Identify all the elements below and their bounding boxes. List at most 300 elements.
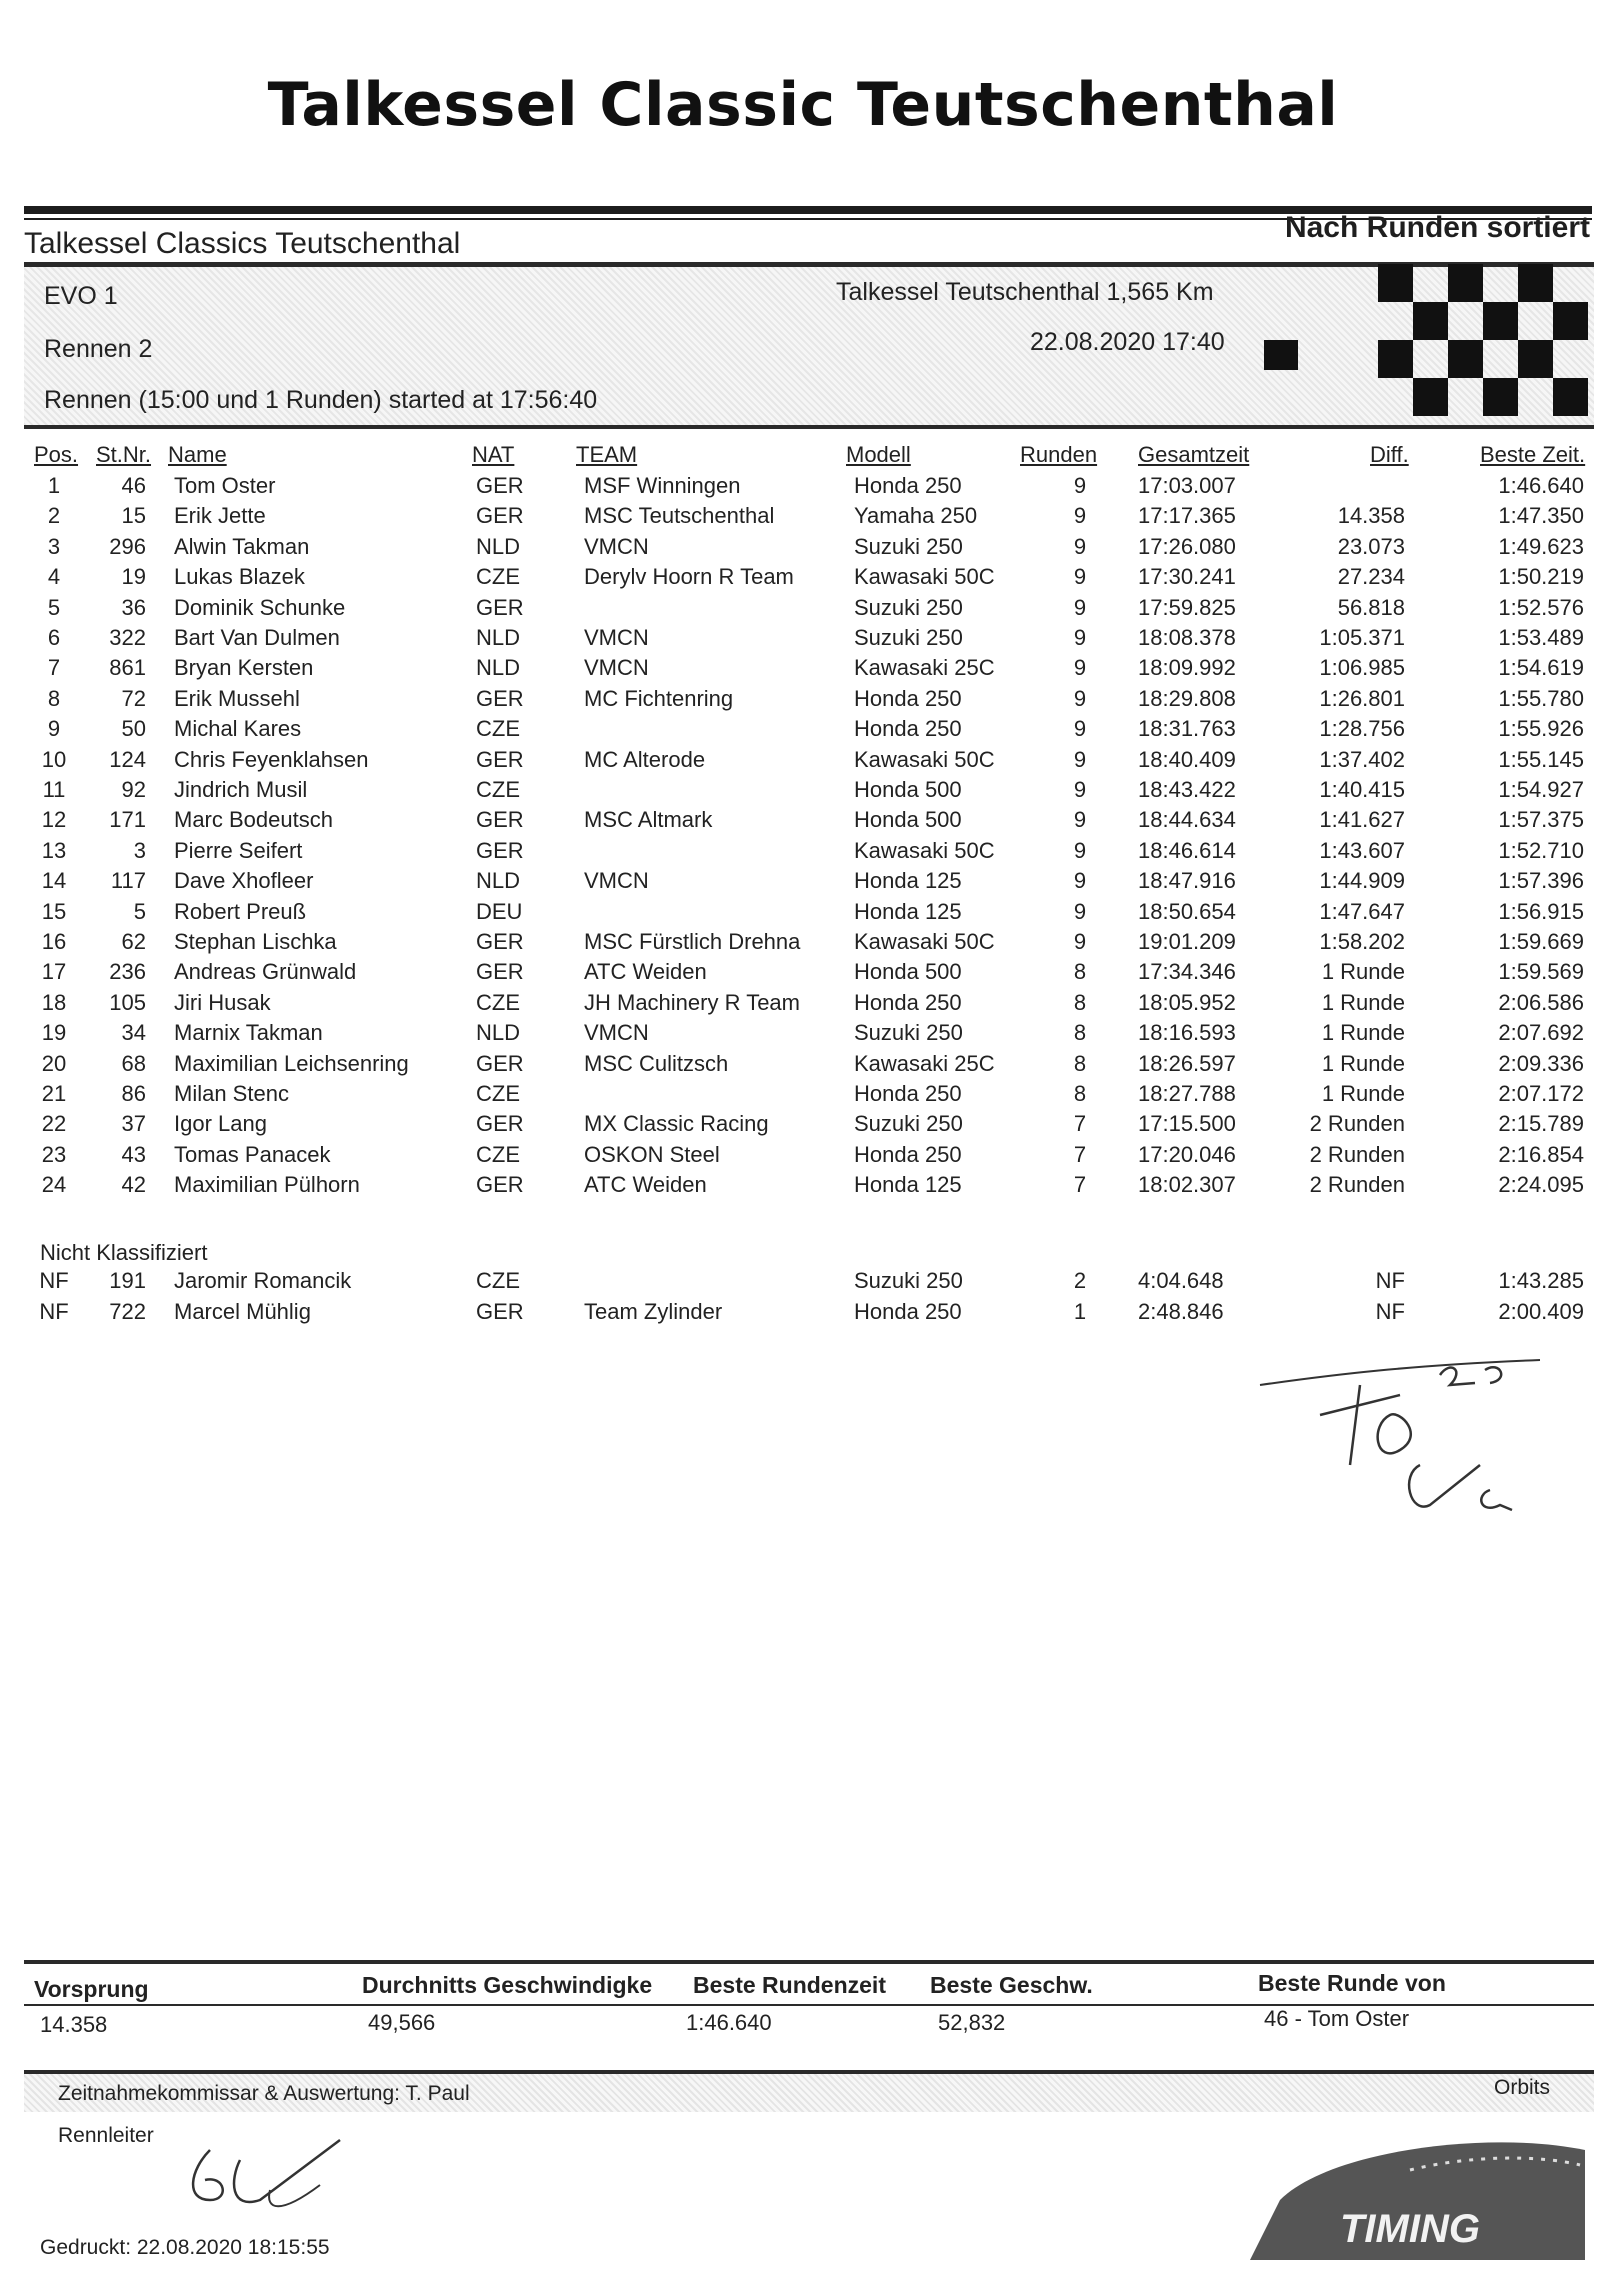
laps-cell: 7 (1073, 1141, 1087, 1167)
best-lap-cell: 2:07.692 (1498, 1020, 1584, 1046)
page-title: Talkessel Classic Teutschenthal (267, 70, 1339, 140)
rider-name-cell: Jindrich Musil (174, 777, 308, 802)
col-team-header: TEAM (576, 442, 638, 467)
total-time-cell: 17:26.080 (1138, 533, 1236, 559)
start-number-cell: 117 (110, 868, 146, 894)
total-time-cell: 18:43.422 (1138, 777, 1236, 802)
team-cell: MSC Altmark (584, 807, 713, 833)
start-number-cell: 861 (109, 655, 146, 681)
pos-cell: 12 (41, 807, 67, 833)
team-cell: VMCN (584, 1020, 649, 1046)
table-row (0, 1051, 1606, 1081)
start-number-cell: 86 (121, 1081, 146, 1106)
team-cell: VMCN (584, 533, 649, 559)
track-info: Talkessel Teutschenthal 1,565 Km (836, 278, 1214, 306)
table-row (0, 929, 1606, 959)
total-time-cell: 18:31.763 (1138, 716, 1236, 742)
laps-cell: 8 (1073, 1081, 1087, 1106)
pos-cell: 5 (47, 594, 61, 620)
laps-cell: 8 (1073, 1020, 1087, 1046)
race-class: EVO 1 (44, 282, 118, 310)
team-cell: MSC Culitzsch (584, 1050, 729, 1076)
gap-cell: 14.358 (1337, 503, 1405, 529)
total-time-cell: 17:34.346 (1138, 959, 1236, 985)
total-time-cell: 18:16.593 (1138, 1020, 1236, 1046)
rider-name-cell: Lukas Blazek (174, 564, 305, 590)
gap-cell: 1:28.756 (1319, 716, 1405, 742)
table-row (0, 1020, 1606, 1050)
laps-cell: 8 (1073, 959, 1087, 985)
nationality-cell: GER (476, 473, 524, 498)
nationality-cell: NLD (476, 655, 521, 681)
laps-cell: 9 (1073, 716, 1087, 742)
best-lap-cell: 1:55.780 (1498, 685, 1584, 711)
bike-model-cell: Honda 250 (854, 1081, 962, 1106)
gap-cell: 56.818 (1337, 594, 1405, 620)
not-classified-title: Nicht Klassifiziert (40, 1240, 208, 1265)
bike-model-cell: Honda 500 (854, 959, 962, 985)
team-cell: MSF Winningen (584, 473, 741, 498)
table-row (0, 655, 1606, 685)
best-lap-cell: 1:53.489 (1498, 625, 1584, 650)
gap-cell: 2 Runden (1309, 1172, 1405, 1198)
bike-model-cell: Honda 250 (854, 1298, 962, 1324)
laps-cell: 9 (1073, 807, 1087, 833)
nationality-cell: GER (476, 1172, 524, 1198)
nationality-cell: GER (476, 746, 524, 772)
rider-name-cell: Stephan Lischka (174, 929, 337, 954)
bike-model-cell: Yamaha 250 (854, 503, 978, 529)
laps-cell: 8 (1073, 989, 1087, 1015)
best-lap-cell: 1:59.669 (1498, 929, 1584, 954)
gap-cell: 1 Runde (1321, 1050, 1405, 1076)
col-laps-header: Runden (1020, 442, 1098, 467)
rider-name-cell: Alwin Takman (174, 533, 310, 559)
gap-cell: 1:37.402 (1319, 746, 1405, 772)
rider-name-cell: Michal Kares (174, 716, 302, 742)
start-number-cell: 105 (109, 989, 146, 1015)
laps-cell: 7 (1073, 1111, 1087, 1137)
team-cell: ATC Weiden (584, 1172, 707, 1198)
gap-cell: 23.073 (1337, 533, 1405, 559)
race-director-label: Rennleiter (58, 2124, 154, 2147)
rider-name-cell: Dominik Schunke (174, 594, 346, 620)
pos-cell: 15 (41, 898, 67, 924)
table-row (0, 473, 1606, 503)
total-time-cell: 18:46.614 (1138, 837, 1236, 863)
gap-cell: 1 Runde (1321, 1081, 1405, 1106)
nationality-cell: GER (476, 929, 524, 954)
pos-cell: NF (39, 1298, 69, 1324)
team-cell: JH Machinery R Team (584, 989, 800, 1015)
start-number-cell: 92 (121, 777, 146, 802)
gap-cell: 1:44.909 (1319, 868, 1405, 894)
best-lap-cell: 1:57.396 (1498, 868, 1584, 894)
bike-model-cell: Suzuki 250 (854, 1111, 963, 1137)
total-time-cell: 17:17.365 (1138, 503, 1236, 529)
total-time-cell: 18:40.409 (1138, 746, 1236, 772)
start-number-cell: 36 (121, 594, 146, 620)
official-credit: Zeitnahmekommissar & Auswertung: T. Paul (58, 2082, 470, 2105)
best-lap-by-label: Beste Runde von (1258, 1970, 1446, 1996)
laps-cell: 9 (1073, 746, 1087, 772)
total-time-cell: 18:27.788 (1138, 1081, 1236, 1106)
rider-name-cell: Maximilian Pülhorn (174, 1172, 360, 1198)
bike-model-cell: Suzuki 250 (854, 1268, 963, 1293)
nationality-cell: GER (476, 1111, 524, 1137)
best-lap-cell: 1:50.219 (1498, 564, 1584, 590)
rider-name-cell: Pierre Seifert (174, 837, 303, 863)
team-cell: VMCN (584, 868, 649, 894)
nationality-cell: CZE (476, 716, 520, 742)
best-lap-cell: 2:00.409 (1498, 1298, 1584, 1324)
nationality-cell: CZE (476, 777, 520, 802)
rider-name-cell: Marnix Takman (174, 1020, 323, 1046)
team-cell: ATC Weiden (584, 959, 707, 985)
pos-cell: 18 (41, 989, 67, 1015)
nationality-cell: GER (476, 503, 524, 529)
rider-name-cell: Milan Stenc (174, 1081, 289, 1106)
rider-name-cell: Marcel Mühlig (174, 1298, 311, 1324)
total-time-cell: 17:30.241 (1138, 564, 1236, 590)
table-row (0, 595, 1606, 625)
total-time-cell: 18:29.808 (1138, 685, 1236, 711)
laps-cell: 9 (1073, 655, 1087, 681)
start-number-cell: 296 (109, 533, 146, 559)
col-diff-header: Diff. (1370, 442, 1409, 467)
start-number-cell: 19 (121, 564, 146, 590)
laps-cell: 9 (1073, 473, 1087, 498)
bike-model-cell: Honda 125 (854, 1172, 962, 1198)
pos-cell: 3 (47, 533, 61, 559)
nationality-cell: GER (476, 594, 524, 620)
bike-model-cell: Kawasaki 50C (854, 837, 995, 863)
best-lap-cell: 2:09.336 (1498, 1050, 1584, 1076)
nationality-cell: CZE (476, 1081, 520, 1106)
table-row (0, 1268, 1606, 1298)
gap-cell: 1:40.415 (1319, 777, 1405, 802)
team-cell: Derylv Hoorn R Team (584, 564, 794, 590)
bike-model-cell: Kawasaki 50C (854, 746, 995, 772)
total-time-cell: 18:05.952 (1138, 989, 1236, 1015)
table-row (0, 747, 1606, 777)
table-row (0, 1299, 1606, 1329)
gap-cell: 2 Runden (1309, 1111, 1405, 1137)
start-number-cell: 171 (109, 807, 146, 833)
rider-name-cell: Tomas Panacek (174, 1141, 331, 1167)
nationality-cell: GER (476, 1298, 524, 1324)
pos-cell: 20 (41, 1050, 67, 1076)
bike-model-cell: Kawasaki 50C (854, 929, 995, 954)
nationality-cell: GER (476, 837, 524, 863)
table-row (0, 899, 1606, 929)
race-name: Rennen 2 (44, 335, 153, 363)
total-time-cell: 19:01.209 (1138, 929, 1236, 954)
table-row (0, 503, 1606, 533)
nationality-cell: NLD (476, 1020, 521, 1046)
bike-model-cell: Honda 500 (854, 777, 962, 802)
table-row (0, 777, 1606, 807)
pos-cell: 22 (41, 1111, 67, 1137)
total-time-cell: 18:02.307 (1138, 1172, 1236, 1198)
table-row (0, 959, 1606, 989)
rider-name-cell: Erik Mussehl (174, 685, 300, 711)
rider-name-cell: Tom Oster (174, 473, 276, 498)
best-lap-cell: 1:52.576 (1498, 594, 1584, 620)
team-cell: MC Alterode (584, 746, 706, 772)
total-time-cell: 4:04.648 (1138, 1268, 1224, 1293)
bike-model-cell: Honda 125 (854, 898, 962, 924)
rider-name-cell: Bart Van Dulmen (174, 625, 340, 650)
nationality-cell: CZE (476, 1141, 520, 1167)
laps-cell: 2 (1073, 1268, 1087, 1293)
start-number-cell: 3 (133, 837, 146, 863)
rider-name-cell: Jaromir Romancik (174, 1268, 352, 1293)
col-model-header: Modell (846, 442, 911, 467)
start-number-cell: 322 (109, 625, 146, 650)
best-lap-cell: 2:06.586 (1498, 989, 1584, 1015)
rider-name-cell: Bryan Kersten (174, 655, 314, 681)
start-number-cell: 124 (109, 746, 146, 772)
total-time-cell: 18:50.654 (1138, 898, 1236, 924)
pos-cell: 11 (42, 777, 66, 802)
laps-cell: 9 (1073, 594, 1087, 620)
best-lap-cell: 1:55.926 (1498, 716, 1584, 742)
laps-cell: 9 (1073, 837, 1087, 863)
col-total-header: Gesamtzeit (1138, 442, 1250, 467)
best-speed-value: 52,832 (938, 2010, 1006, 2035)
nationality-cell: CZE (476, 989, 520, 1015)
rider-name-cell: Maximilian Leichsenring (174, 1050, 409, 1076)
logo-text: TIMING (1340, 2207, 1480, 2251)
team-cell: MC Fichtenring (584, 685, 734, 711)
bike-model-cell: Honda 250 (854, 1141, 962, 1167)
col-best-header: Beste Zeit. (1480, 442, 1586, 467)
rider-name-cell: Erik Jette (174, 503, 266, 529)
start-number-cell: 50 (121, 716, 146, 742)
best-lap-cell: 1:55.145 (1498, 746, 1584, 772)
total-time-cell: 18:26.597 (1138, 1050, 1236, 1076)
best-lap-cell: 1:57.375 (1498, 807, 1584, 833)
gap-cell: 1:47.647 (1319, 898, 1405, 924)
event-subtitle: Talkessel Classics Teutschenthal (24, 227, 461, 260)
start-number-cell: 236 (109, 959, 146, 985)
nationality-cell: NLD (476, 868, 521, 894)
gap-cell: 1:05.371 (1319, 625, 1405, 650)
best-lap-cell: 2:24.095 (1498, 1172, 1584, 1198)
bike-model-cell: Honda 250 (854, 473, 962, 498)
laps-cell: 9 (1073, 625, 1087, 650)
bike-model-cell: Suzuki 250 (854, 1020, 963, 1046)
start-number-cell: 37 (121, 1111, 146, 1137)
col-name-header: Name (168, 442, 227, 467)
rider-name-cell: Chris Feyenklahsen (174, 746, 369, 772)
team-cell: MSC Teutschenthal (584, 503, 775, 529)
bike-model-cell: Kawasaki 50C (854, 564, 995, 590)
flag-square (1264, 340, 1298, 370)
table-row (0, 807, 1606, 837)
best-lap-cell: 1:59.569 (1498, 959, 1584, 985)
laps-cell: 1 (1073, 1298, 1087, 1324)
summary-rule-top (24, 1960, 1594, 1964)
bike-model-cell: Suzuki 250 (854, 533, 963, 559)
col-nat-header: NAT (472, 442, 515, 467)
header-divider (24, 426, 1594, 429)
total-time-cell: 18:47.916 (1138, 868, 1236, 894)
total-time-cell: 17:20.046 (1138, 1141, 1236, 1167)
pos-cell: 10 (41, 746, 67, 772)
printed-timestamp: Gedruckt: 22.08.2020 18:15:55 (40, 2236, 330, 2259)
table-row (0, 564, 1606, 594)
best-lap-cell: 1:49.623 (1498, 533, 1584, 559)
table-row (0, 716, 1606, 746)
start-number-cell: 722 (109, 1298, 146, 1324)
nationality-cell: DEU (476, 898, 523, 924)
total-time-cell: 18:08.378 (1138, 625, 1236, 650)
handwritten-note (1250, 1355, 1550, 1535)
gap-cell: 2 Runden (1309, 1141, 1405, 1167)
rider-name-cell: Andreas Grünwald (174, 959, 357, 985)
start-number-cell: 62 (121, 929, 146, 954)
table-row (0, 868, 1606, 898)
best-lap-cell: 1:54.927 (1498, 777, 1584, 802)
laps-cell: 9 (1073, 777, 1087, 802)
laps-cell: 9 (1073, 929, 1087, 954)
gap-cell: 1 Runde (1321, 1020, 1405, 1046)
pos-cell: 21 (41, 1081, 67, 1106)
laps-cell: 9 (1073, 868, 1087, 894)
start-number-cell: 46 (121, 473, 146, 498)
best-lap-cell: 2:07.172 (1498, 1081, 1584, 1106)
laps-cell: 9 (1073, 503, 1087, 529)
laps-cell: 9 (1073, 685, 1087, 711)
best-lap-by-value: 46 - Tom Oster (1264, 2006, 1410, 2031)
start-number-cell: 191 (109, 1268, 146, 1293)
avg-speed-label: Durchnitts Geschwindigke (362, 1972, 653, 1998)
nationality-cell: NLD (476, 533, 521, 559)
total-time-cell: 18:44.634 (1138, 807, 1236, 833)
bike-model-cell: Honda 250 (854, 716, 962, 742)
pos-cell: 24 (41, 1172, 67, 1198)
team-cell: MX Classic Racing (584, 1111, 769, 1137)
pos-cell: 17 (41, 959, 67, 985)
table-row (0, 686, 1606, 716)
race-datetime: 22.08.2020 17:40 (1030, 328, 1225, 356)
col-pos-header: Pos. (34, 442, 79, 467)
table-row (0, 534, 1606, 564)
gap-cell: 1 Runde (1321, 989, 1405, 1015)
checkered-flag-icon (1378, 264, 1590, 416)
nationality-cell: GER (476, 685, 524, 711)
best-lap-cell: 1:54.619 (1498, 655, 1584, 681)
gap-cell: 1 Runde (1321, 959, 1405, 985)
best-speed-label: Beste Geschw. (930, 1972, 1093, 1998)
pos-cell: 23 (41, 1141, 67, 1167)
gap-cell: 1:06.985 (1319, 655, 1405, 681)
table-row (0, 1142, 1606, 1172)
rider-name-cell: Robert Preuß (174, 898, 307, 924)
rider-name-cell: Jiri Husak (174, 989, 271, 1015)
orbits-label: Orbits (1494, 2076, 1551, 2099)
nationality-cell: NLD (476, 625, 521, 650)
bike-model-cell: Honda 125 (854, 868, 962, 894)
team-cell: VMCN (584, 625, 649, 650)
best-lap-cell: 1:52.710 (1498, 837, 1584, 863)
lead-value: 14.358 (40, 2012, 108, 2037)
total-time-cell: 18:09.992 (1138, 655, 1236, 681)
nationality-cell: GER (476, 959, 524, 985)
rider-name-cell: Dave Xhofleer (174, 868, 314, 894)
laps-cell: 9 (1073, 564, 1087, 590)
race-format: Rennen (15:00 und 1 Runden) started at 17:56:40 (44, 386, 598, 414)
table-row (0, 1172, 1606, 1202)
nationality-cell: GER (476, 1050, 524, 1076)
pos-cell: 2 (47, 503, 61, 529)
bike-model-cell: Suzuki 250 (854, 625, 963, 650)
bike-model-cell: Honda 250 (854, 989, 962, 1015)
timing-logo-icon (1210, 2130, 1590, 2270)
start-number-cell: 34 (121, 1020, 146, 1046)
gap-cell: 1:41.627 (1319, 807, 1405, 833)
table-row (0, 838, 1606, 868)
pos-cell: 4 (47, 564, 61, 590)
nationality-cell: GER (476, 807, 524, 833)
total-time-cell: 17:03.007 (1138, 473, 1236, 498)
pos-cell: 16 (41, 929, 67, 954)
best-lap-cell: 1:43.285 (1498, 1268, 1584, 1293)
team-cell: VMCN (584, 655, 649, 681)
pos-cell: 1 (47, 473, 61, 498)
best-lap-cell: 2:16.854 (1498, 1141, 1584, 1167)
rider-name-cell: Igor Lang (174, 1111, 267, 1137)
bike-model-cell: Kawasaki 25C (854, 1050, 995, 1076)
total-time-cell: 2:48.846 (1138, 1298, 1224, 1324)
table-row (0, 625, 1606, 655)
table-row (0, 1081, 1606, 1111)
bike-model-cell: Suzuki 250 (854, 594, 963, 620)
nationality-cell: CZE (476, 564, 520, 590)
race-director-signature (170, 2130, 360, 2220)
start-number-cell: 5 (133, 898, 146, 924)
bike-model-cell: Kawasaki 25C (854, 655, 995, 681)
laps-cell: 9 (1073, 898, 1087, 924)
laps-cell: 7 (1073, 1172, 1087, 1198)
best-lap-cell: 1:56.915 (1498, 898, 1584, 924)
start-number-cell: 43 (121, 1141, 146, 1167)
start-number-cell: 42 (121, 1172, 146, 1198)
team-cell: OSKON Steel (584, 1141, 720, 1167)
col-nr-header: St.Nr. (96, 442, 152, 467)
start-number-cell: 68 (121, 1050, 146, 1076)
gap-cell: 1:26.801 (1319, 685, 1405, 711)
pos-cell: 6 (47, 625, 61, 650)
avg-speed-value: 49,566 (368, 2010, 436, 2035)
laps-cell: 9 (1073, 533, 1087, 559)
gap-cell: 1:58.202 (1319, 929, 1405, 954)
bike-model-cell: Honda 500 (854, 807, 962, 833)
lead-label: Vorsprung (34, 1976, 149, 2002)
gap-cell: 1:43.607 (1319, 837, 1405, 863)
start-number-cell: 15 (121, 503, 146, 529)
nationality-cell: CZE (476, 1268, 520, 1293)
total-time-cell: 17:59.825 (1138, 594, 1236, 620)
best-lap-time-label: Beste Rundenzeit (693, 1972, 886, 1998)
table-row (0, 990, 1606, 1020)
pos-cell: 13 (41, 837, 67, 863)
best-lap-time-value: 1:46.640 (686, 2010, 772, 2035)
bike-model-cell: Honda 250 (854, 685, 962, 711)
laps-cell: 8 (1073, 1050, 1087, 1076)
